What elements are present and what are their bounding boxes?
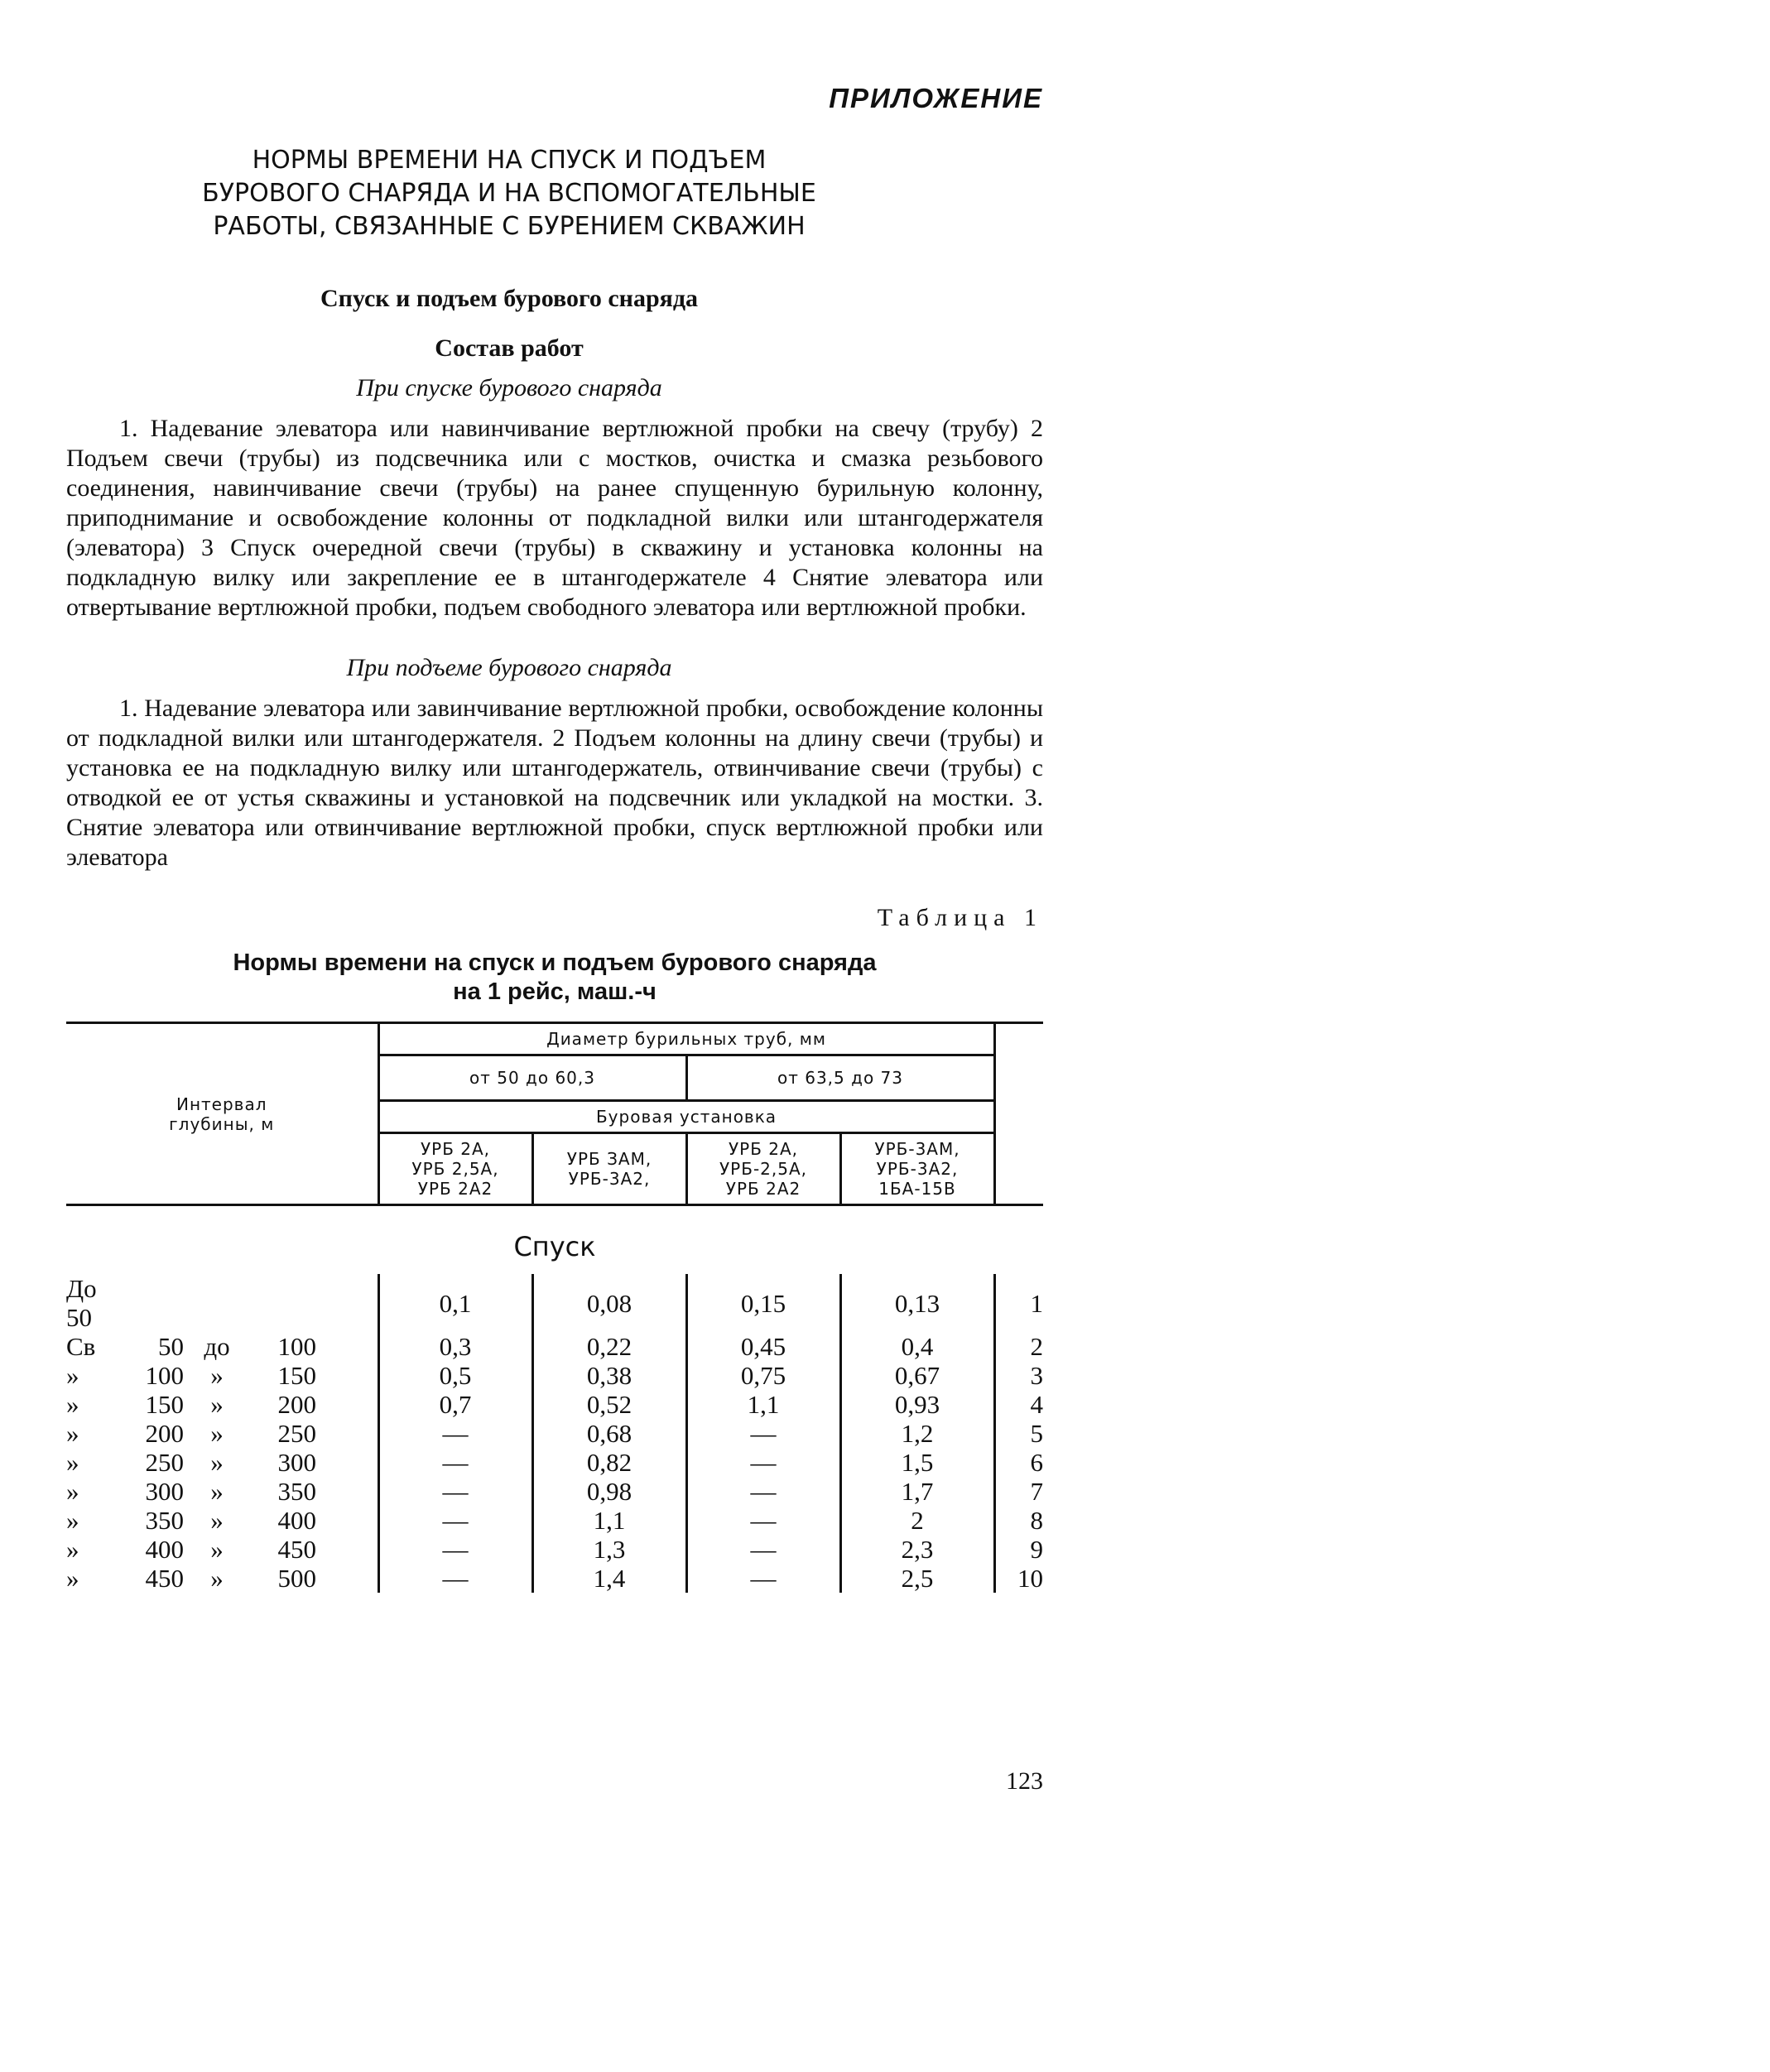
group1-header: от 50 до 60,3 [378,1055,686,1101]
norm-value: 0,5 [378,1361,532,1390]
table-label: Таблица 1 [877,904,1043,931]
norm-value: — [378,1564,532,1593]
norm-value: — [378,1477,532,1506]
table-row [66,1361,1043,1390]
interval-part: 450 [277,1535,316,1564]
table-title-line: на 1 рейс, маш.-ч [453,978,657,1005]
interval-part: » [210,1506,224,1535]
depth-interval [66,1361,378,1390]
interval-part [250,1274,316,1332]
depth-interval [66,1390,378,1419]
norm-value: — [378,1448,532,1477]
interval-header-line: Интервал [176,1094,267,1114]
interval-part: 200 [145,1419,184,1448]
interval-part: » [210,1390,224,1419]
depth-interval [66,1448,378,1477]
norm-value: 0,82 [532,1448,686,1477]
lowering-heading: При спуске бурового снаряда [356,374,662,401]
main-title-line: РАБОТЫ, СВЯЗАННЫЕ С БУРЕНИЕМ СКВАЖИН [213,212,806,241]
rig-name: УРБ 2А2 [725,1179,801,1199]
norm-value: — [686,1535,840,1564]
rig-column-header [686,1133,840,1205]
table-row [66,1564,1043,1593]
rig-name: УРБ-3А2, [876,1159,959,1179]
rig-name: УРБ 2,5А, [411,1159,499,1179]
interval-part: » [66,1477,79,1506]
norm-value: 1,1 [686,1390,840,1419]
row-number: 10 [1017,1564,1043,1593]
depth-interval [66,1419,378,1448]
rig-column-header [840,1133,994,1205]
interval-part: » [66,1448,79,1477]
norm-value: — [378,1535,532,1564]
norm-value: — [686,1564,840,1593]
norm-value: 0,45 [686,1332,840,1361]
norm-value: 0,3 [378,1332,532,1361]
rig-column-header [378,1133,532,1205]
work-heading: Состав работ [435,334,584,362]
interval-part: 350 [277,1477,316,1506]
table-row [66,1535,1043,1564]
interval-part: » [210,1564,224,1593]
table-row [66,1477,1043,1506]
depth-interval [66,1332,378,1361]
interval-part [118,1274,184,1332]
row-number: 1 [1030,1288,1043,1318]
row-number: 9 [1030,1535,1043,1564]
interval-part: 250 [145,1448,184,1477]
norm-value: 0,67 [840,1361,994,1390]
rig-name: УРБ-2,5А, [719,1159,808,1179]
norm-value: — [686,1448,840,1477]
row-number-header [994,1023,1043,1205]
group2-header: от 63,5 до 73 [686,1055,994,1101]
table-row [66,1506,1043,1535]
main-title [66,144,1043,243]
lowering-paragraph: 1. Надевание элеватора или навинчивание вертлюжной пробки на свечу (трубу) 2 Подъем свечи (трубы) из подсвечника или с мостков, очистка и смазка резьбового соединения, навинчивание свечи (трубы) на ранее спущенную бурильную колонну, приподнимание и освобождение колонны от подкладной вилки или штангодержателя (элеватора) 3 Спуск очередной свечи (трубы) в скважину и установка колонны на подкладную вилку или закрепление ее в штангодержателе 4 Снятие элеватора или отвертывание вертлюжной пробки, подъем свободного элеватора или вертлюжной пробки. [66,415,1043,621]
norm-value: 0,75 [686,1361,840,1390]
norm-value: 0,38 [532,1361,686,1390]
table-row [66,1419,1043,1448]
interval-part: 150 [277,1361,316,1390]
norm-value: — [686,1477,840,1506]
interval-part: До 50 [66,1274,97,1332]
lifting-heading: При подъеме бурового снаряда [346,654,672,681]
lifting-paragraph: 1. Надевание элеватора или завинчивание вертлюжной пробки, освобождение колонны от подкладной вилки или штангодержателя. 2 Подъем колонны на длину свечи (трубы) и установка ее на подкладную вилку или штангодержатель, отвинчивание свечи (трубы) с отводкой ее от устья скважины и установкой на подсвечник или укладкой на мостки. 3. Снятие элеватора или отвинчивание вертлюжной пробки, спуск вертлюжной пробки или элеватора [66,695,1043,871]
interval-part: 350 [145,1506,184,1535]
rig-name: 1БА-15В [878,1179,956,1199]
norm-value: — [686,1506,840,1535]
section-heading: Спуск и подъем бурового снаряда [320,285,699,312]
rig-name: УРБ 2А2 [417,1179,493,1199]
interval-part: » [66,1535,79,1564]
table-row [66,1274,1043,1332]
interval-part: 300 [277,1448,316,1477]
interval-part: 250 [277,1419,316,1448]
norm-value: 2,5 [840,1564,994,1593]
norm-value: 1,3 [532,1535,686,1564]
depth-interval [66,1564,378,1593]
page-number: 123 [1006,1767,1043,1795]
norm-value: 2,3 [840,1535,994,1564]
norm-value: 1,7 [840,1477,994,1506]
interval-header-line: глубины, м [169,1113,275,1134]
norm-value: — [378,1419,532,1448]
interval-part: до [204,1332,230,1361]
norm-value: 0,22 [532,1332,686,1361]
interval-part: » [210,1477,224,1506]
depth-interval [66,1477,378,1506]
rig-name: УРБ-3АМ, [874,1139,960,1159]
interval-part: » [210,1535,224,1564]
interval-part: 100 [145,1361,184,1390]
main-title-line: БУРОВОГО СНАРЯДА И НА ВСПОМОГАТЕЛЬНЫЕ [202,179,816,208]
rig-name: УРБ 2А, [728,1139,799,1159]
norm-value: 0,4 [840,1332,994,1361]
main-title-line: НОРМЫ ВРЕМЕНИ НА СПУСК И ПОДЪЕМ [252,146,767,175]
depth-interval [66,1506,378,1535]
document-page [66,83,1043,1593]
interval-part: 500 [277,1564,316,1593]
norm-value: — [686,1419,840,1448]
interval-part: » [66,1361,79,1390]
rig-column-header [532,1133,686,1205]
table-row [66,1448,1043,1477]
norm-value: 0,98 [532,1477,686,1506]
interval-part: 300 [145,1477,184,1506]
norm-value: 0,15 [686,1274,840,1332]
row-number: 6 [1030,1448,1043,1477]
table-row [66,1390,1043,1419]
norm-value: 0,52 [532,1390,686,1419]
norm-value: 0,1 [378,1274,532,1332]
norm-value: 1,2 [840,1419,994,1448]
table-title [66,949,1043,1007]
interval-part: 400 [145,1535,184,1564]
row-number: 8 [1030,1506,1043,1535]
interval-part: » [66,1419,79,1448]
appendix-label: ПРИЛОЖЕНИЕ [829,83,1043,113]
interval-part: » [66,1506,79,1535]
norm-value: 0,7 [378,1390,532,1419]
rig-name: УРБ 2А, [420,1139,491,1159]
rig-name: УРБ-3А2, [568,1169,651,1189]
interval-part: » [210,1448,224,1477]
table-header [66,1022,1043,1206]
norms-table-body [66,1274,1043,1593]
diameter-header: Диаметр бурильных труб, мм [378,1023,994,1055]
interval-part: 150 [145,1390,184,1419]
norm-value: 0,93 [840,1390,994,1419]
depth-interval [66,1274,378,1332]
interval-part: Св [66,1332,96,1361]
interval-part: » [66,1390,79,1419]
interval-part: » [66,1564,79,1593]
interval-part: 400 [277,1506,316,1535]
norm-value: — [378,1506,532,1535]
interval-part: 100 [277,1332,316,1361]
interval-part: » [210,1361,224,1390]
interval-part [184,1274,250,1332]
norm-value: 1,4 [532,1564,686,1593]
norm-value: 1,5 [840,1448,994,1477]
row-number: 7 [1030,1477,1043,1506]
row-number: 4 [1030,1390,1043,1419]
interval-part: 450 [145,1564,184,1593]
norm-value: 1,1 [532,1506,686,1535]
interval-header [66,1023,378,1205]
norm-value: 0,13 [840,1274,994,1332]
depth-interval [66,1535,378,1564]
interval-part: 50 [158,1332,184,1361]
interval-part: » [210,1419,224,1448]
norm-value: 0,68 [532,1419,686,1448]
row-number: 3 [1030,1361,1043,1390]
table-row [66,1332,1043,1361]
rig-header: Буровая установка [378,1101,994,1133]
row-number: 2 [1030,1332,1043,1361]
norm-value: 2 [840,1506,994,1535]
norm-value: 0,08 [532,1274,686,1332]
section-spusk: Спуск [513,1231,596,1262]
rig-name: УРБ ЗАМ, [566,1149,652,1169]
row-number: 5 [1030,1419,1043,1448]
interval-part: 200 [277,1390,316,1419]
table-title-line: Нормы времени на спуск и подъем бурового снаряда [233,949,877,976]
